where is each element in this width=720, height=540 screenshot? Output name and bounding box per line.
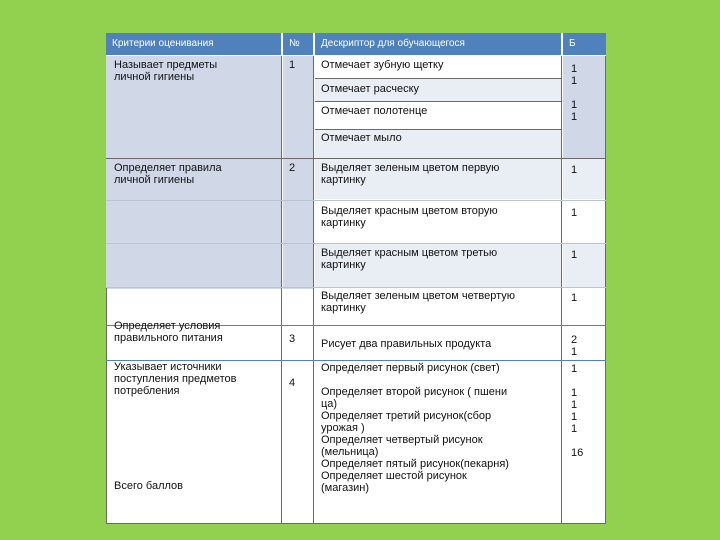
- task3-number: 3: [289, 333, 296, 345]
- task1-criterion: Называет предметы личной гигиены: [114, 59, 218, 83]
- task3-criterion: Определяет условия правильного питания: [114, 320, 223, 344]
- task1-descriptor-1: Отмечает зубную щетку: [321, 59, 444, 71]
- task2-criterion: Определяет правила личной гигиены: [114, 162, 222, 186]
- header-criteria: Критерии оценивания: [106, 33, 281, 55]
- task2-points-4: 1: [571, 292, 578, 304]
- task3-descriptor: Рисует два правильных продукта: [321, 338, 492, 350]
- task4-descriptors: Определяет первый рисунок (свет) Определяет второй рисунок ( пшени ца) Определяет третий рисунок(сбор урожая ) Определяет четвертый рисунок (мельница) Определяет пятый рисунок(пекарня) Определяет шестой рисунок (магазин): [321, 362, 509, 494]
- header-number: №: [283, 33, 313, 55]
- task1-descriptor-4: Отмечает мыло: [321, 132, 402, 144]
- task2-number: 2: [289, 162, 296, 174]
- assessment-table: [106, 33, 606, 524]
- task2-descriptor-3: Выделяет красным цветом третью картинку: [321, 247, 498, 271]
- task2-descriptor-2: Выделяет красным цветом вторую картинку: [321, 205, 498, 229]
- task1-number: 1: [289, 59, 296, 71]
- task2-points-1: 1: [571, 164, 578, 176]
- task4-number: 4: [289, 377, 296, 389]
- total-label: Всего баллов: [114, 480, 183, 492]
- task3-points: 2 1: [571, 334, 578, 358]
- task2-points-2: 1: [571, 207, 578, 219]
- header-descriptor: Дескриптор для обучающегося: [315, 33, 561, 55]
- task2-points-3: 1: [571, 249, 578, 261]
- task1-descriptor-3: Отмечает полотенце: [321, 105, 428, 117]
- task4-points: 1 1 1 1 1 16: [571, 363, 584, 459]
- task1-descriptor-2: Отмечает расческу: [321, 83, 420, 95]
- task2-descriptor-4: Выделяет зеленым цветом четвертую картинку: [321, 290, 516, 314]
- task2-descriptor-1: Выделяет зеленым цветом первую картинку: [321, 162, 500, 186]
- task1-points: 1 1 1 1: [571, 63, 578, 123]
- task4-criterion: Указывает источники поступления предметов потребления: [114, 361, 237, 397]
- header-points: Б: [563, 33, 606, 55]
